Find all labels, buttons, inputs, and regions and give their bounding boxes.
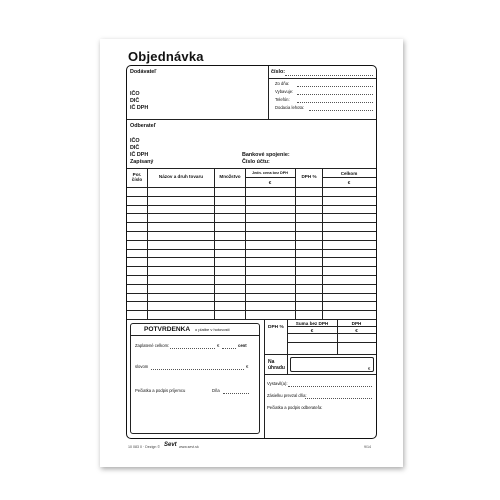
receipt-paid-field[interactable] <box>170 348 215 349</box>
summary-euro-1: € <box>310 328 314 333</box>
table-row <box>127 205 376 206</box>
table-row <box>127 284 376 285</box>
summary-vat-label: DPH % <box>268 325 284 330</box>
phone-label: Telefón: <box>275 97 290 102</box>
customer-stamp-label: Pečiatka a podpis odberateľa: <box>267 405 323 410</box>
summary-line-1 <box>264 354 376 355</box>
unit-price-subline <box>245 177 295 178</box>
table-row <box>127 249 376 250</box>
col-divider-3 <box>245 168 246 319</box>
customer-dic: DIČ <box>130 145 140 151</box>
supplier-label: Dodávateľ <box>130 69 157 75</box>
table-row <box>127 266 376 267</box>
receipt-words-field[interactable] <box>151 369 244 370</box>
bank-label: Bankové spojenie: <box>242 152 290 158</box>
issued-label: Vystavil(a): <box>267 381 288 386</box>
footer-revision: 9/14 <box>364 445 371 449</box>
table-row <box>127 213 376 214</box>
col-header-name: Názov a druh tovaru <box>158 174 204 179</box>
table-row <box>127 301 376 302</box>
summary-line-2 <box>264 374 376 375</box>
total-subline <box>322 177 376 178</box>
col-header-number: Por. číslo <box>131 172 143 182</box>
to-pay-label: Na úhradu <box>268 359 285 371</box>
handles-field[interactable] <box>297 94 373 95</box>
col-header-total: Celkom <box>340 171 358 176</box>
summary-row-line-1 <box>287 333 376 334</box>
customer-icdph: IČ DPH <box>130 152 149 158</box>
col-header-unit-currency: € <box>268 180 272 185</box>
date-label: Zo dňa: <box>275 81 290 86</box>
receipt-stamp-label: Pečiatka a podpis príjemcu <box>135 388 186 393</box>
cash-receipt-box <box>130 323 260 434</box>
to-pay-box[interactable] <box>290 357 374 372</box>
receipt-title-line <box>130 335 260 336</box>
supplier-dic: DIČ <box>130 98 140 104</box>
receipt-cent: cent <box>238 343 247 348</box>
receipt-date-label: Dňa <box>212 388 220 393</box>
col-header-unit-price: Jedn. cena bez DPH <box>251 171 289 175</box>
handles-label: Vybavuje: <box>275 89 294 94</box>
receipt-words-euro: € <box>246 364 249 369</box>
col-divider-2 <box>214 168 215 319</box>
order-number-label: číslo: <box>271 69 286 75</box>
summary-row-line-2 <box>287 342 376 343</box>
table-row <box>127 275 376 276</box>
header-divider <box>268 66 269 119</box>
table-row <box>127 196 376 197</box>
summary-left-border <box>264 319 265 438</box>
phone-field[interactable] <box>297 102 373 103</box>
table-header-line <box>127 187 376 188</box>
receipt-date-field[interactable] <box>223 393 249 394</box>
order-form-sheet <box>100 39 403 467</box>
table-row <box>127 310 376 311</box>
footer-brand: Sevt <box>164 442 177 448</box>
supplier-ico: IČO <box>130 91 140 97</box>
col-header-total-currency: € <box>347 180 351 185</box>
summary-sum-no-vat: Suma bez DPH <box>295 321 329 326</box>
receipt-title: POTVRDENKA <box>144 326 191 333</box>
table-row <box>127 257 376 258</box>
issued-field[interactable] <box>288 386 372 387</box>
col-divider-4 <box>295 168 296 319</box>
date-field[interactable] <box>297 86 373 87</box>
table-bottom-line <box>127 319 376 320</box>
customer-label: Odberateľ <box>130 123 156 129</box>
delivery-label: Dodacia lehota: <box>275 105 305 110</box>
receipt-paid-label: Zaplatené celkom: <box>135 343 170 348</box>
taken-label: Zásielku prevzal dňa: <box>267 393 307 398</box>
receipt-cent-field[interactable] <box>222 348 236 349</box>
receipt-euro: € <box>217 343 220 348</box>
taken-field[interactable] <box>305 398 372 399</box>
account-label: Číslo účtu: <box>242 159 270 165</box>
summary-header-line <box>287 326 376 327</box>
col-divider-5 <box>322 168 323 319</box>
form-title: Objednávka <box>128 49 204 64</box>
col-header-vat: DPH % <box>301 174 317 179</box>
receipt-words-label: slovom <box>135 364 149 369</box>
to-pay-euro: € <box>368 366 371 371</box>
summary-dph: DPH <box>351 321 362 326</box>
table-row <box>127 222 376 223</box>
receipt-subtitle: o platbe v hotovosti <box>195 327 230 332</box>
info-line <box>268 78 376 79</box>
col-divider-1 <box>147 168 148 319</box>
table-row <box>127 293 376 294</box>
footer-web: www.sevt.sk <box>179 445 199 449</box>
table-row <box>127 231 376 232</box>
footer-code: 10 083 0 · Dezign © <box>128 445 161 449</box>
header-bottom-line <box>127 119 376 120</box>
order-number-field[interactable] <box>285 75 373 76</box>
col-header-quantity: Množstvo <box>219 174 241 179</box>
customer-ico: IČO <box>130 138 140 144</box>
summary-euro-2: € <box>355 328 358 333</box>
table-row <box>127 240 376 241</box>
supplier-icdph: IČ DPH <box>130 105 149 111</box>
table-top-line <box>127 168 376 169</box>
delivery-field[interactable] <box>309 110 373 111</box>
customer-registered: Zapísaný <box>130 159 154 165</box>
